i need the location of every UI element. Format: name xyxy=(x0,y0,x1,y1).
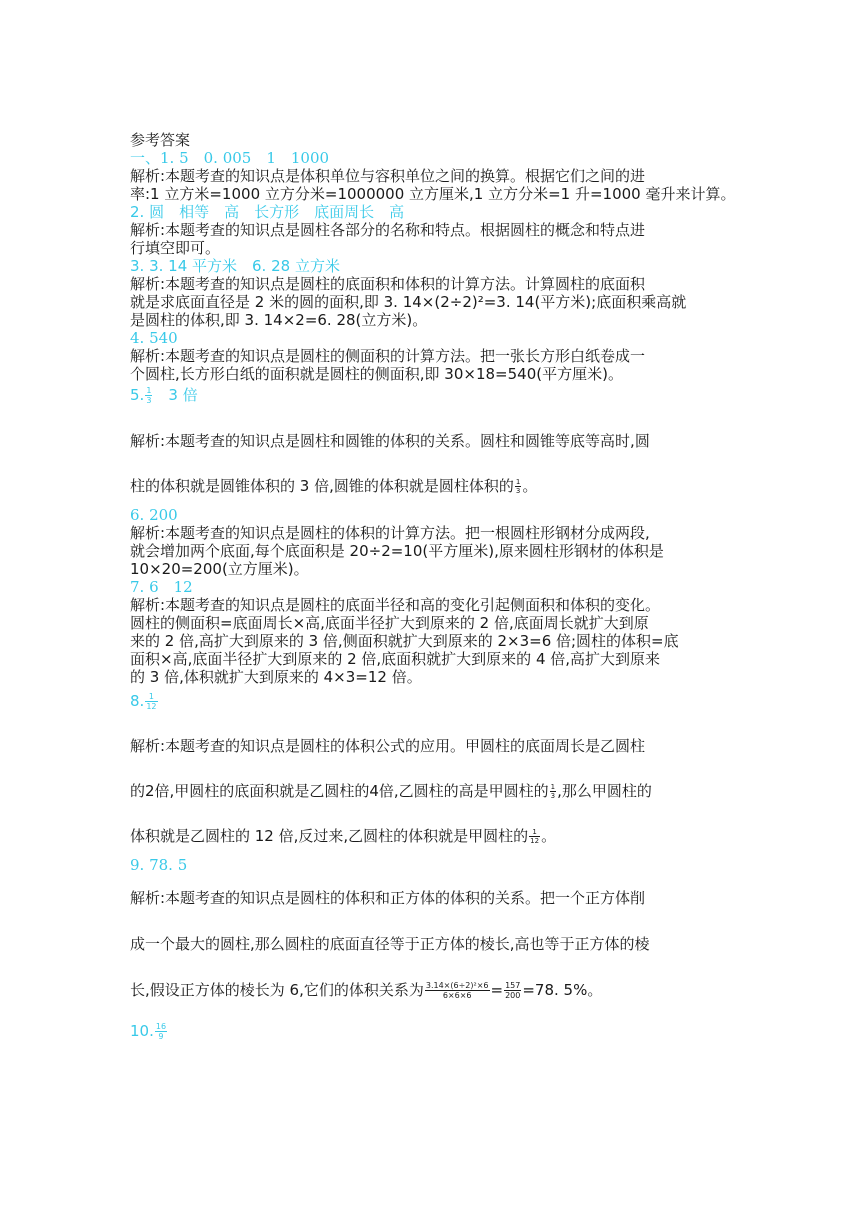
analysis-1-line-2: 率:1 立方米=1000 立方分米=1000000 立方厘米,1 立方分米=1 升=1000 毫升来计算。 xyxy=(130,185,736,203)
answer-5-suffix: 3 倍 xyxy=(153,386,198,404)
page-title: 参考答案 xyxy=(130,131,191,149)
analysis-3-line-2: 就是求底面直径是 2 米的圆的面积,即 3. 14×(2÷2)²=3. 14(平方米);底面积乘高就 xyxy=(130,293,687,311)
answer-6: 6. 200 xyxy=(130,506,178,524)
analysis-1-line-1: 解析:本题考查的知识点是体积单位与容积单位之间的换算。根据它们之间的进 xyxy=(130,167,646,185)
analysis-9-line-1: 解析:本题考查的知识点是圆柱的体积和正方体的体积的关系。把一个正方体削 xyxy=(130,889,646,907)
analysis-7-line-3: 来的 2 倍,高扩大到原来的 3 倍,侧面积就扩大到原来的 2×3=6 倍;圆柱的体积=底 xyxy=(130,632,679,650)
analysis-7-line-5: 的 3 倍,体积就扩大到原来的 4×3=12 倍。 xyxy=(130,668,422,686)
answer-1: 一、1. 5 0. 005 1 1000 xyxy=(130,149,330,167)
analysis-4-line-2: 个圆柱,长方形白纸的面积就是圆柱的侧面积,即 30×18=540(平方厘米)。 xyxy=(130,365,623,383)
formula-fraction-2: $\frac{157}{200}$ xyxy=(505,981,521,1000)
analysis-3-line-3: 是圆柱的体积,即 3. 14×2=6. 28(立方米)。 xyxy=(130,311,428,329)
answer-7: 7. 6 12 xyxy=(130,578,193,596)
analysis-4-line-1: 解析:本题考查的知识点是圆柱的侧面积的计算方法。把一张长方形白纸卷成一 xyxy=(130,347,646,365)
analysis-5-line-1: 解析:本题考查的知识点是圆柱和圆锥的体积的关系。圆柱和圆锥等底等高时,圆 xyxy=(130,432,650,450)
answer-8: 8. $\frac{1}{12}$ xyxy=(130,692,157,711)
analysis-5-line-2: 柱的体积就是圆锥体积的 3 倍,圆锥的体积就是圆柱体积的 $\frac{1}{3}$ 。 xyxy=(130,477,538,495)
analysis-8-line-2: 的2倍,甲圆柱的底面积就是乙圆柱的4倍,乙圆柱的高是甲圆柱的 $\frac{1}{3}$ ,那么甲圆柱的 xyxy=(130,782,652,800)
analysis-6-line-2: 就会增加两个底面,每个底面积是 20÷2=10(平方厘米),原来圆柱形钢材的体积是 xyxy=(130,542,664,560)
analysis-7-line-4: 面积×高,底面半径扩大到原来的 2 倍,底面积就扩大到原来的 4 倍,高扩大到原来 xyxy=(130,650,661,668)
analysis-6-line-1: 解析:本题考查的知识点是圆柱的体积的计算方法。把一根圆柱形钢材分成两段, xyxy=(130,524,650,542)
analysis-8-line-3: 体积就是乙圆柱的 12 倍,反过来,乙圆柱的体积就是甲圆柱的 $\frac{1}{12}$ 。 xyxy=(130,827,557,845)
analysis-9-line-2: 成一个最大的圆柱,那么圆柱的底面直径等于正方体的棱长,高也等于正方体的棱 xyxy=(130,935,650,953)
analysis-2-line-1: 解析:本题考查的知识点是圆柱各部分的名称和特点。根据圆柱的概念和特点进 xyxy=(130,221,646,239)
analysis-3-line-1: 解析:本题考查的知识点是圆柱的底面积和体积的计算方法。计算圆柱的底面积 xyxy=(130,275,646,293)
answer-5-fraction: $\frac{1}{3}$ xyxy=(146,386,152,405)
answer-5 xyxy=(130,386,750,405)
analysis-7-line-1: 解析:本题考查的知识点是圆柱的底面半径和高的变化引起侧面积和体积的变化。 xyxy=(130,596,661,614)
analysis-9-line-3: 长,假设正方体的棱长为 6,它们的体积关系为 $\frac{\text{3.14×(6÷2)²×6}}{6\times 6\times 6}$ = $\frac{157}{200}$ =78. 5%。 xyxy=(130,981,603,1000)
formula-equals: = xyxy=(490,981,504,999)
analysis-8-line-1: 解析:本题考查的知识点是圆柱的体积公式的应用。甲圆柱的底面周长是乙圆柱 xyxy=(130,737,646,755)
answer-2: 2. 圆 相等 高 长方形 底面周长 高 xyxy=(130,203,405,221)
answer-10-fraction: $\frac{16}{9}$ xyxy=(155,1022,167,1041)
answer-9: 9. 78. 5 xyxy=(130,856,188,874)
answer-5-prefix: 5. xyxy=(130,386,145,404)
analysis-8-fraction-2: $\frac{1}{12}$ xyxy=(530,828,540,845)
answer-10: 10. $\frac{16}{9}$ xyxy=(130,1022,167,1041)
analysis-7-line-2: 圆柱的侧面积=底面周长×高,底面半径扩大到原来的 2 倍,底面周长就扩大到原 xyxy=(130,614,649,632)
analysis-5-fraction: $\frac{1}{3}$ xyxy=(515,478,521,495)
formula-result: =78. 5%。 xyxy=(522,981,603,999)
analysis-6-line-3: 10×20=200(立方厘米)。 xyxy=(130,560,309,578)
answer-3: 3. 3. 14 平方米 6. 28 立方米 xyxy=(130,257,340,275)
formula-fraction-1: $\frac{\text{3.14×(6÷2)²×6}}{6\times 6\times 6}$ xyxy=(425,981,489,1000)
analysis-8-fraction-1: $\frac{1}{3}$ xyxy=(550,783,556,800)
answer-4: 4. 540 xyxy=(130,329,178,347)
analysis-2-line-2: 行填空即可。 xyxy=(130,239,221,257)
answer-8-fraction: $\frac{1}{12}$ xyxy=(146,692,157,711)
